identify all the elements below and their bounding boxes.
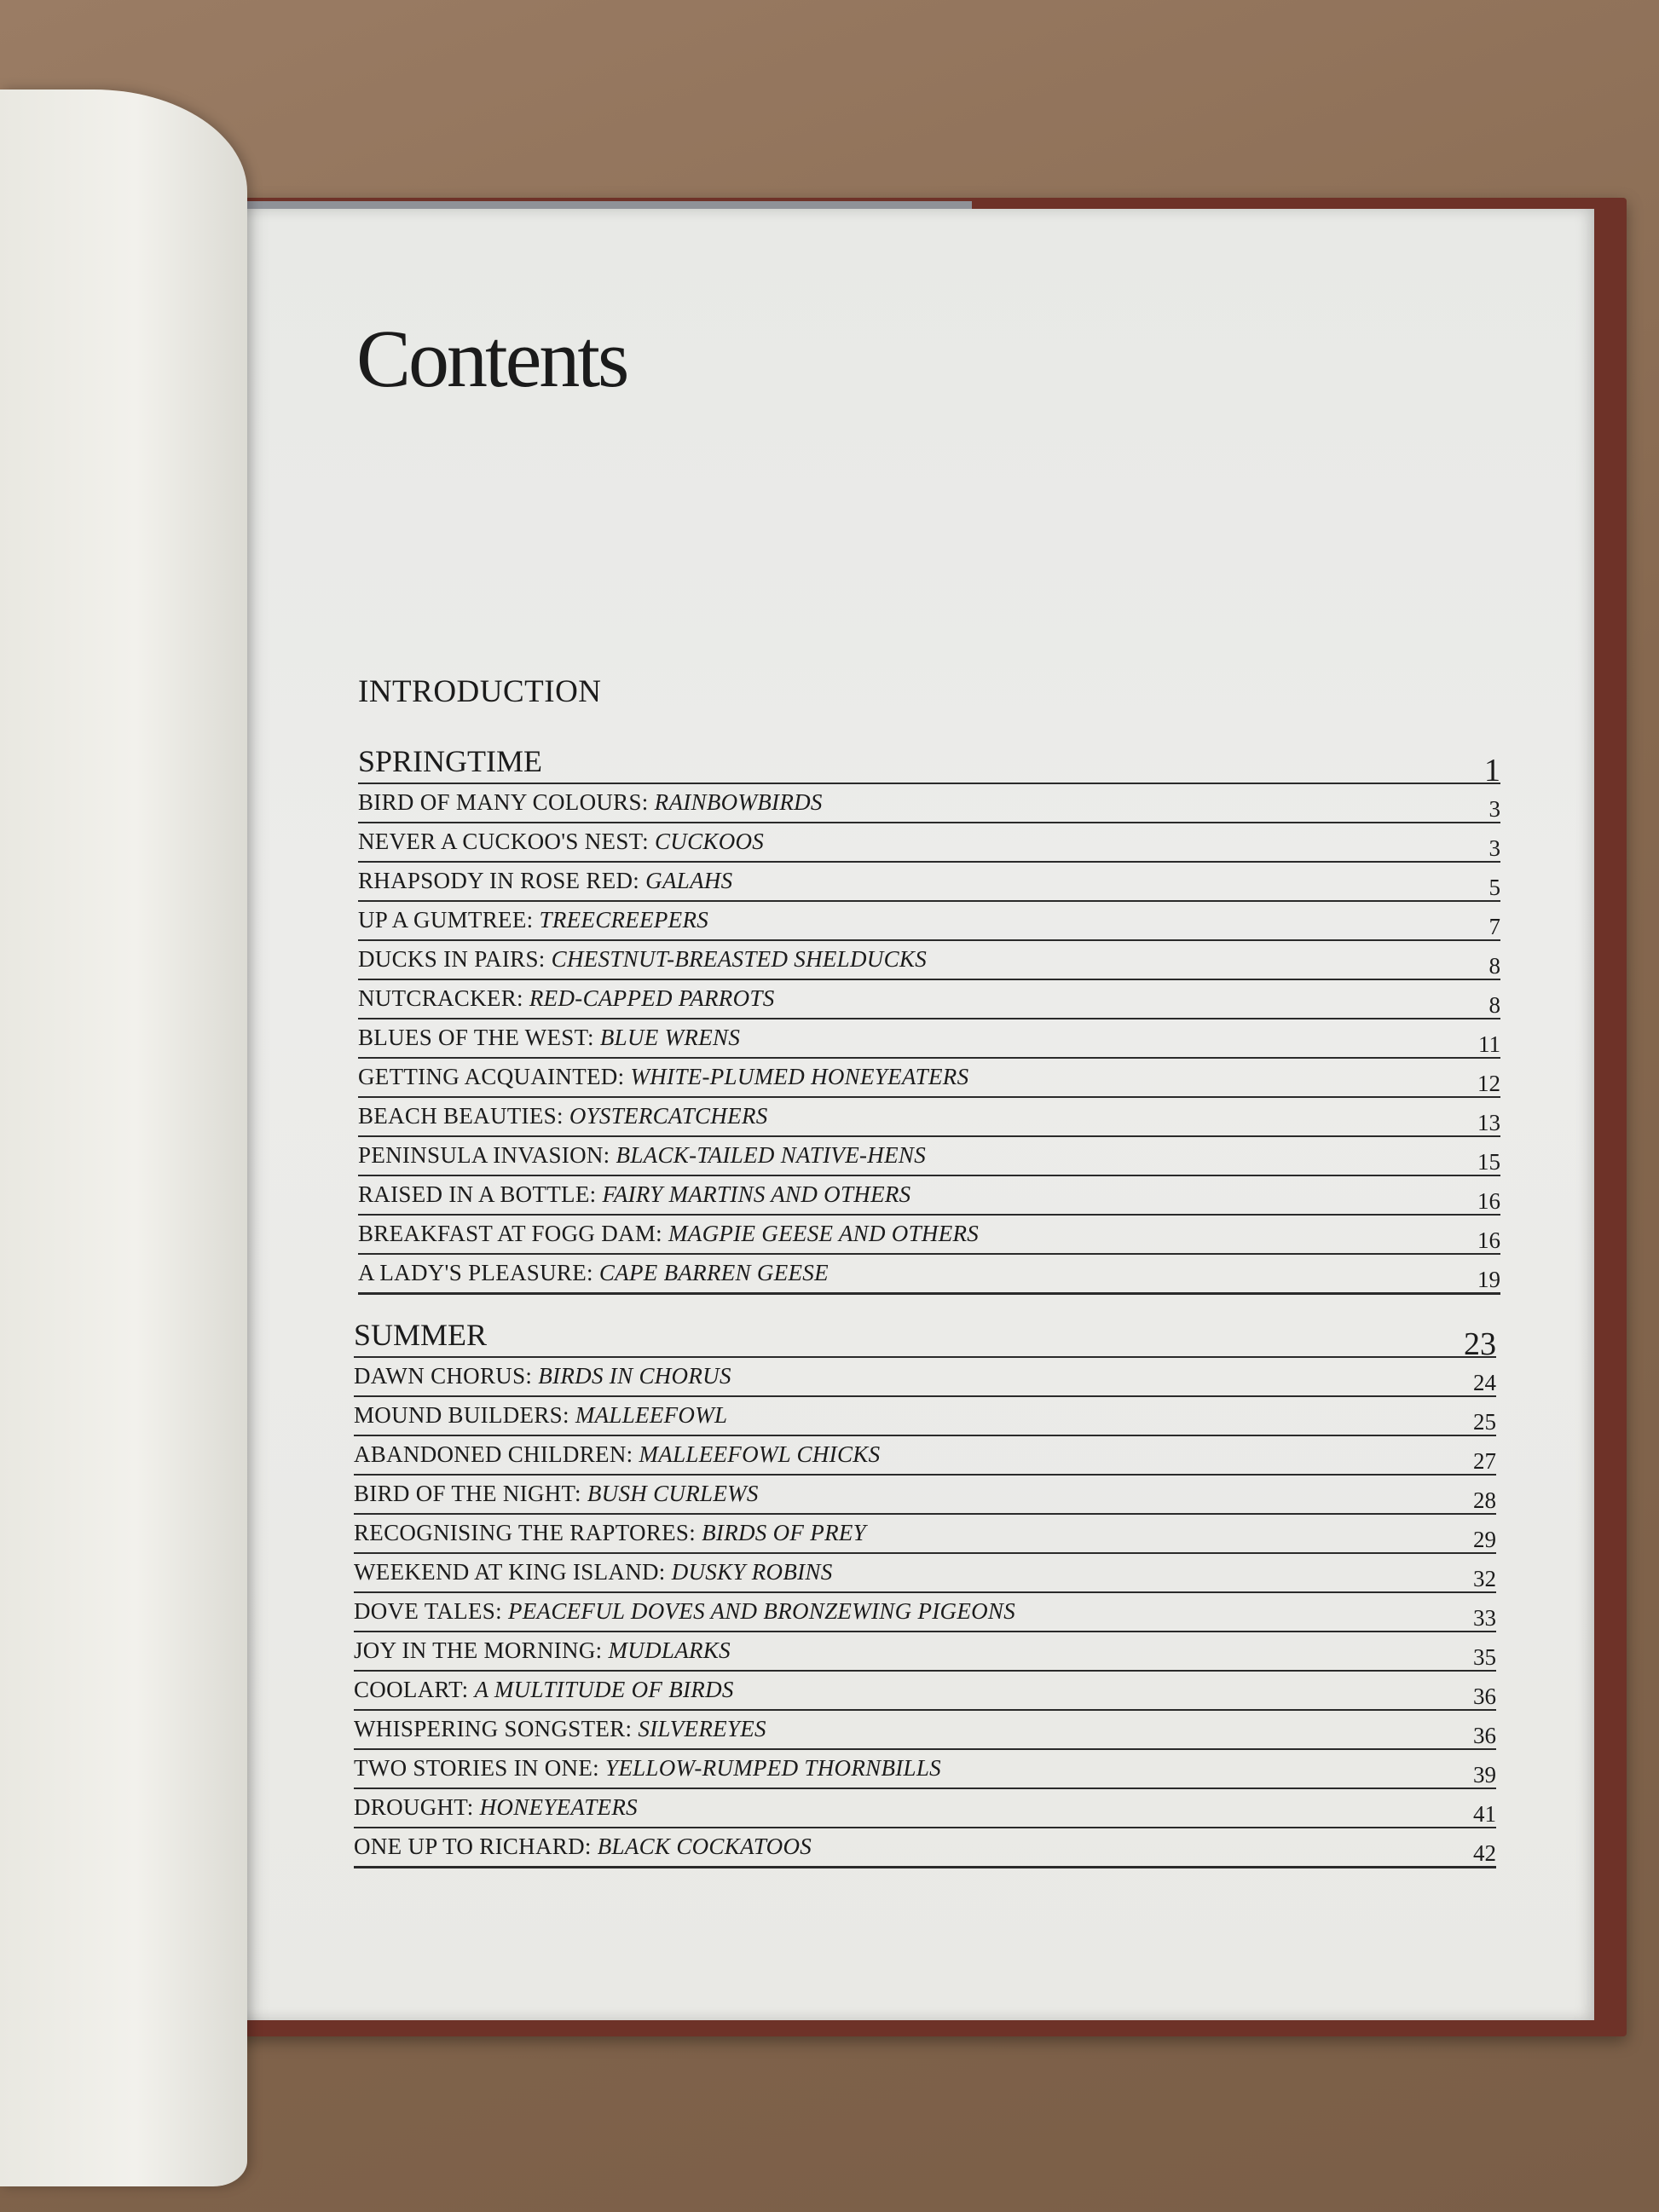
entry-subtitle: PEACEFUL DOVES AND BRONZEWING PIGEONS: [507, 1598, 1016, 1624]
toc-entry: [358, 980, 1500, 1019]
toc-entry: [354, 1672, 1496, 1711]
entry-page-number: 39: [1473, 1762, 1496, 1788]
entry-main-title: TWO STORIES IN ONE:: [354, 1755, 599, 1781]
toc-entry: [354, 1632, 1496, 1672]
entry-title: [358, 946, 927, 973]
entry-page-number: 19: [1477, 1267, 1500, 1292]
entry-page-number: 7: [1488, 914, 1500, 939]
entry-page-number: 12: [1477, 1071, 1500, 1096]
entry-subtitle: CUCKOOS: [654, 829, 765, 854]
entry-page-number: 29: [1473, 1527, 1496, 1552]
entry-page-number: 36: [1473, 1723, 1496, 1748]
entry-title: [354, 1677, 734, 1703]
entry-title: [354, 1716, 766, 1742]
entry-page-number: 33: [1473, 1605, 1496, 1631]
entry-subtitle: BLACK COCKATOOS: [597, 1834, 812, 1859]
entry-title: [354, 1520, 866, 1546]
section-header: [354, 1315, 1496, 1362]
entry-title: [358, 868, 732, 894]
entry-title: [358, 1142, 926, 1169]
toc-entry: [358, 1019, 1500, 1059]
section-springtime: [358, 742, 1500, 1295]
entry-main-title: RAISED IN A BOTTLE:: [358, 1181, 597, 1207]
left-page-curl: [0, 90, 247, 2186]
entry-title: [358, 1103, 768, 1129]
entry-main-title: UP A GUMTREE:: [358, 907, 534, 933]
toc-entry: [358, 1059, 1500, 1098]
entry-main-title: NEVER A CUCKOO'S NEST:: [358, 829, 649, 854]
entry-page-number: 8: [1488, 992, 1500, 1018]
entry-subtitle: RAINBOWBIRDS: [654, 789, 823, 815]
entry-subtitle: OYSTERCATCHERS: [569, 1103, 768, 1129]
entry-subtitle: RED-CAPPED PARROTS: [529, 985, 775, 1011]
entry-main-title: DROUGHT:: [354, 1794, 474, 1820]
entry-title: [354, 1755, 941, 1782]
toc-entry: [358, 941, 1500, 980]
entry-main-title: BREAKFAST AT FOGG DAM:: [358, 1221, 662, 1246]
entry-title: [358, 1181, 911, 1208]
toc-entry: [354, 1397, 1496, 1436]
entry-subtitle: GALAHS: [645, 868, 733, 893]
entry-subtitle: MAGPIE GEESE AND OTHERS: [668, 1221, 980, 1246]
entry-title: [358, 829, 764, 855]
toc-entry: [358, 902, 1500, 941]
entry-subtitle: A MULTITUDE OF BIRDS: [474, 1677, 734, 1702]
entry-main-title: BEACH BEAUTIES:: [358, 1103, 564, 1129]
entry-title: [358, 907, 708, 933]
entry-subtitle: CHESTNUT-BREASTED SHELDUCKS: [551, 946, 928, 972]
entry-title: [354, 1794, 638, 1821]
entry-page-number: 3: [1488, 835, 1500, 861]
entry-title: [358, 985, 775, 1012]
entry-subtitle: MALLEEFOWL CHICKS: [639, 1441, 881, 1467]
entry-main-title: RHAPSODY IN ROSE RED:: [358, 868, 640, 893]
entry-main-title: ONE UP TO RICHARD:: [354, 1834, 592, 1859]
entry-page-number: 3: [1488, 796, 1500, 822]
entry-page-number: 36: [1473, 1684, 1496, 1709]
entry-page-number: 27: [1473, 1448, 1496, 1474]
entry-main-title: GETTING ACQUAINTED:: [358, 1064, 625, 1089]
section-page-number: 1: [1484, 753, 1500, 788]
section-title: SUMMER: [354, 1318, 488, 1352]
entry-subtitle: BIRDS IN CHORUS: [538, 1363, 731, 1389]
entry-subtitle: MALLEEFOWL: [575, 1402, 728, 1428]
entry-main-title: WHISPERING SONGSTER:: [354, 1716, 633, 1741]
entry-title: [358, 1221, 979, 1247]
toc-entry: [358, 784, 1500, 823]
entry-page-number: 16: [1477, 1188, 1500, 1214]
entry-title: [358, 789, 823, 816]
entry-main-title: COOLART:: [354, 1677, 469, 1702]
entry-subtitle: SILVEREYES: [638, 1716, 766, 1741]
entry-title: [358, 1260, 829, 1286]
entry-subtitle: BIRDS OF PREY: [702, 1520, 866, 1545]
entry-main-title: WEEKEND AT KING ISLAND:: [354, 1559, 666, 1585]
entry-title: [354, 1559, 833, 1585]
entry-page-number: 16: [1477, 1227, 1500, 1253]
entry-page-number: 13: [1477, 1110, 1500, 1135]
entry-main-title: MOUND BUILDERS:: [354, 1402, 569, 1428]
entry-main-title: RECOGNISING THE RAPTORES:: [354, 1520, 697, 1545]
entry-main-title: PENINSULA INVASION:: [358, 1142, 610, 1168]
entry-page-number: 8: [1488, 953, 1500, 979]
entry-subtitle: HONEYEATERS: [479, 1794, 638, 1820]
introduction-entry: INTRODUCTION: [358, 674, 602, 709]
entry-main-title: A LADY'S PLEASURE:: [358, 1260, 593, 1285]
entry-main-title: NUTCRACKER:: [358, 985, 523, 1011]
entry-main-title: BLUES OF THE WEST:: [358, 1025, 594, 1050]
entry-title: [354, 1363, 731, 1389]
toc-entry: [358, 1098, 1500, 1137]
entry-page-number: 32: [1473, 1566, 1496, 1591]
entry-main-title: DUCKS IN PAIRS:: [358, 946, 546, 972]
toc-entry: [354, 1789, 1496, 1828]
toc-entry: [354, 1476, 1496, 1515]
entry-page-number: 35: [1473, 1644, 1496, 1670]
entry-page-number: 42: [1473, 1840, 1496, 1866]
entry-page-number: 24: [1473, 1370, 1496, 1395]
entry-main-title: DOVE TALES:: [354, 1598, 502, 1624]
entry-subtitle: FAIRY MARTINS AND OTHERS: [602, 1181, 911, 1207]
entry-page-number: 28: [1473, 1487, 1496, 1513]
entry-subtitle: WHITE-PLUMED HONEYEATERS: [630, 1064, 969, 1089]
section-summer: [354, 1315, 1496, 1868]
toc-entry: [358, 1216, 1500, 1255]
toc-entry: [358, 1255, 1500, 1295]
entry-subtitle: BLUE WRENS: [599, 1025, 741, 1050]
entry-main-title: ABANDONED CHILDREN:: [354, 1441, 633, 1467]
toc-entry: [354, 1828, 1496, 1868]
entry-page-number: 25: [1473, 1409, 1496, 1435]
toc-entry: [354, 1358, 1496, 1397]
toc-entry: [354, 1515, 1496, 1554]
entry-page-number: 11: [1478, 1031, 1500, 1057]
toc-entry: [354, 1436, 1496, 1476]
toc-entry: [354, 1554, 1496, 1593]
entry-title: [354, 1637, 731, 1664]
entry-title: [354, 1481, 759, 1507]
entry-subtitle: BLACK-TAILED NATIVE-HENS: [616, 1142, 926, 1168]
entry-title: [354, 1834, 812, 1860]
entry-main-title: DAWN CHORUS:: [354, 1363, 533, 1389]
entry-subtitle: YELLOW-RUMPED THORNBILLS: [605, 1755, 941, 1781]
entry-main-title: BIRD OF MANY COLOURS:: [358, 789, 649, 815]
entry-subtitle: DUSKY ROBINS: [671, 1559, 833, 1585]
toc-entry: [354, 1750, 1496, 1789]
entry-title: [354, 1598, 1015, 1625]
entry-subtitle: BUSH CURLEWS: [587, 1481, 759, 1506]
entry-main-title: JOY IN THE MORNING:: [354, 1637, 603, 1663]
section-page-number: 23: [1464, 1326, 1496, 1362]
entry-subtitle: CAPE BARREN GEESE: [598, 1260, 829, 1285]
toc-entry: [358, 1176, 1500, 1216]
toc-entry: [358, 823, 1500, 863]
entry-main-title: BIRD OF THE NIGHT:: [354, 1481, 581, 1506]
entry-subtitle: MUDLARKS: [608, 1637, 731, 1663]
section-header: [358, 742, 1500, 788]
toc-entry: [358, 863, 1500, 902]
entry-page-number: 15: [1477, 1149, 1500, 1175]
entry-page-number: 5: [1488, 875, 1500, 900]
toc-entry: [354, 1593, 1496, 1632]
section-title: SPRINGTIME: [358, 744, 543, 778]
entry-title: [354, 1441, 880, 1468]
entry-title: [354, 1402, 727, 1429]
contents-heading: Contents: [356, 313, 627, 404]
toc-entry: [358, 1137, 1500, 1176]
entry-title: [358, 1064, 968, 1090]
entry-title: [358, 1025, 740, 1051]
toc-entry: [354, 1711, 1496, 1750]
entry-page-number: 41: [1473, 1801, 1496, 1827]
entry-subtitle: TREECREEPERS: [539, 907, 709, 933]
